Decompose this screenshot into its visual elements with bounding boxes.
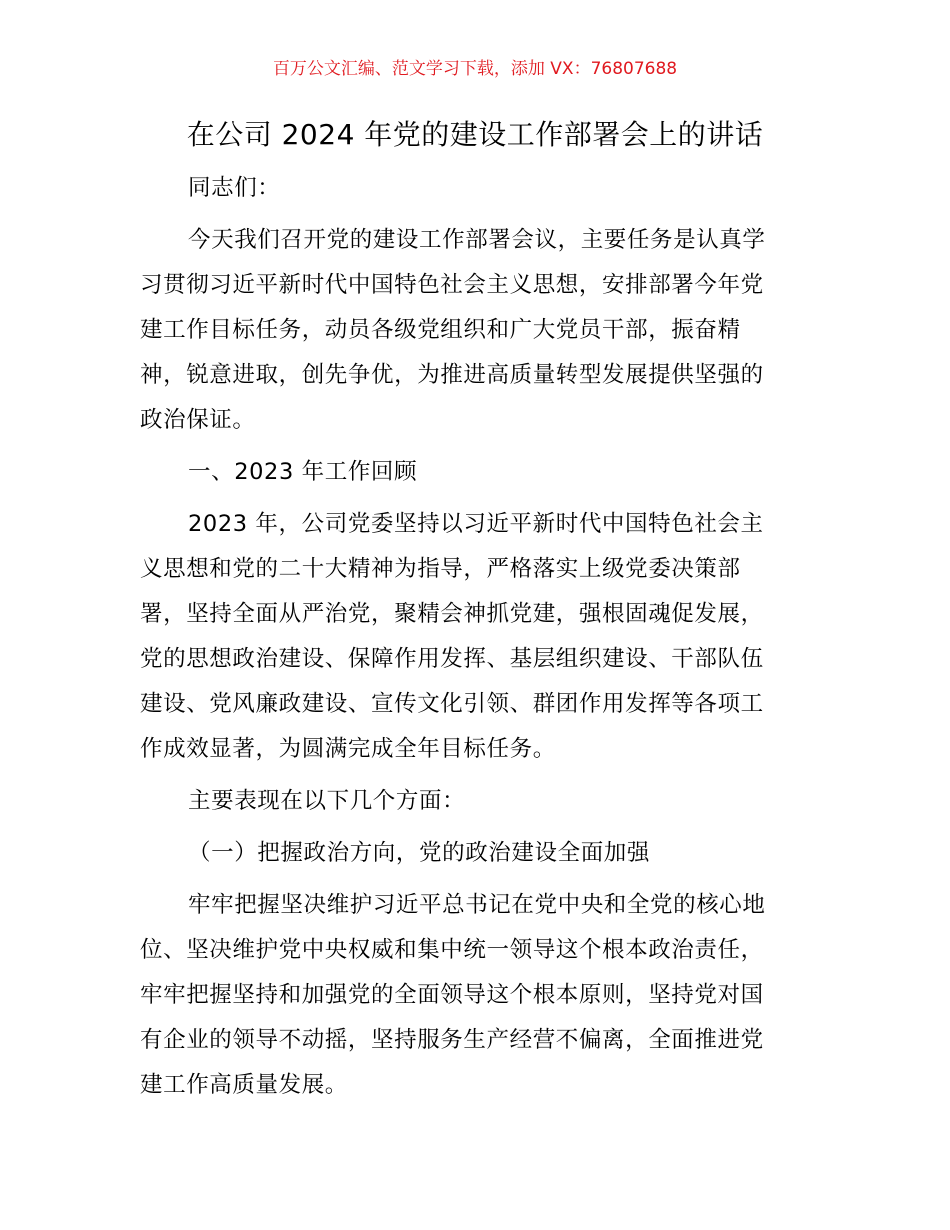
subsection-heading-1 <box>140 831 820 876</box>
paragraph-aspects <box>140 779 820 824</box>
heading-text: 一、2023 年工作回顾 <box>188 459 418 485</box>
paragraph-review <box>140 502 820 772</box>
salutation-text: 同志们： <box>188 175 281 201</box>
text-line: 今天我们召开党的建设工作部署会议，主要任务是认真学 <box>188 227 766 253</box>
paragraph-intro <box>140 218 820 443</box>
text-line: 位、坚决维护党中央权威和集中统一领导这个根本政治责任， <box>140 937 764 963</box>
section-heading-1 <box>140 450 820 495</box>
text-line: 神，锐意进取，创先争优，为推进高质量转型发展提供坚强的 <box>140 362 764 388</box>
text-line: 建工作高质量发展。 <box>140 1072 348 1098</box>
salutation <box>140 166 820 211</box>
text-line: 义思想和党的二十大精神为指导，严格落实上级党委决策部 <box>140 556 741 582</box>
text-line: 署，坚持全面从严治党，聚精会神抓党建，强根固魂促发展， <box>140 601 764 627</box>
document-body <box>140 166 820 1115</box>
heading-text: （一）把握政治方向，党的政治建设全面加强 <box>188 840 651 866</box>
text-line: 主要表现在以下几个方面： <box>188 788 466 814</box>
text-line: 建工作目标任务，动员各级党组织和广大党员干部，振奋精 <box>140 317 741 343</box>
text-line: 习贯彻习近平新时代中国特色社会主义思想，安排部署今年党 <box>140 272 764 298</box>
text-line: 党的思想政治建设、保障作用发挥、基层组织建设、干部队伍 <box>140 646 764 672</box>
text-line: 政治保证。 <box>140 407 256 433</box>
text-line: 有企业的领导不动摇，坚持服务生产经营不偏离，全面推进党 <box>140 1027 764 1053</box>
text-line: 建设、党风廉政建设、宣传文化引领、群团作用发挥等各项工 <box>140 691 764 717</box>
document-title: 在公司 2024 年党的建设工作部署会上的讲话 <box>186 118 764 151</box>
text-line: 2023 年，公司党委坚持以习近平新时代中国特色社会主 <box>188 511 764 537</box>
watermark-header: 百万公文汇编、范文学习下载，添加 VX：76807688 <box>272 59 678 79</box>
text-line: 牢牢把握坚持和加强党的全面领导这个根本原则，坚持党对国 <box>140 982 764 1008</box>
paragraph-political <box>140 883 820 1108</box>
text-line: 作成效显著，为圆满完成全年目标任务。 <box>140 736 556 762</box>
text-line: 牢牢把握坚决维护习近平总书记在党中央和全党的核心地 <box>188 892 766 918</box>
